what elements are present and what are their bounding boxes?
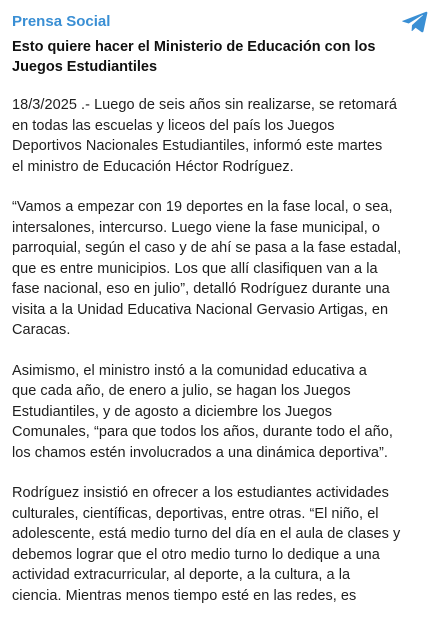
post-body — [12, 95, 429, 606]
post-header — [12, 10, 429, 34]
channel-name-link[interactable]: Prensa Social — [12, 13, 111, 30]
post-paragraph: Asimismo, el ministro instó a la comunidad educativa a que cada año, de enero a julio, se hagan los Juegos Estudiantiles, y de agosto a diciembre los Juegos Comunales, “para que todos los años, durante todo el año, los chamos estén involucrados a una dinámica deportiva”. — [12, 362, 393, 461]
post-paragraph: 18/3/2025 .- Luego de seis años sin realizarse, se retomará en todas las escuelas y liceos del país los Juegos Deportivos Nacionales Estudiantiles, informó este martes el ministro de Educación Héctor Rodríguez. — [12, 97, 398, 175]
telegram-plane-glyph — [402, 11, 428, 33]
telegram-icon[interactable] — [402, 11, 428, 33]
post-paragraph: Rodríguez insistió en ofrecer a los estudiantes actividades culturales, científicas, deportivas, entre otras. “El niño, el adolescente, está medio turno del día en el aula de clases y debemos lograr que el otro medio turno lo dedique a una actividad extracurricular, al deporte, a la cultura, a la ciencia. Mientras menos tiempo esté en las redes, es — [12, 485, 401, 604]
post-paragraph: “Vamos a empezar con 19 deportes en la fase local, o sea, intersalones, intercurso. Luego viene la fase municipal, o parroquial, según el caso y de ahí se pasa a la fase estadal, que es entre municipios. Los que allí clasifiquen van a la fase nacional, eso en julio”, detalló Rodríguez durante una visita a la Unidad Educativa Nacional Gervasio Artigas, en Caracas. — [12, 199, 402, 338]
post-title: Esto quiere hacer el Ministerio de Educación con los Juegos Estudiantiles — [12, 39, 376, 75]
